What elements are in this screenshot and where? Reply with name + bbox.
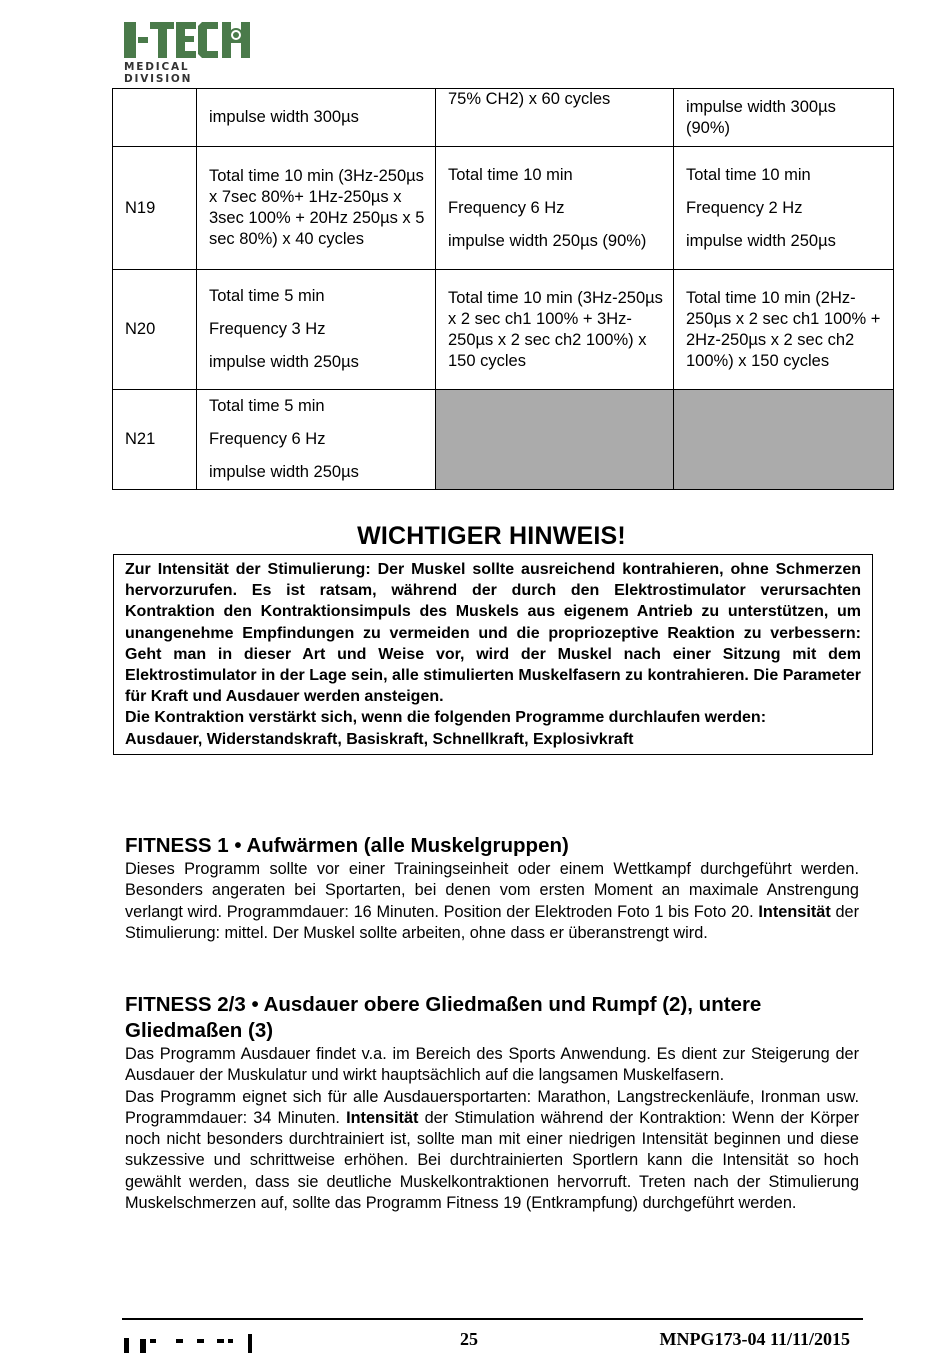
fitness-1-section — [125, 833, 859, 944]
parameter-line: Total time 10 min — [448, 165, 573, 184]
parameter-line: impulse width 250µs — [209, 463, 359, 481]
parameter-cell — [674, 89, 894, 147]
parameter-line: Frequency 2 Hz — [686, 198, 803, 217]
program-id-cell: N19 — [113, 147, 197, 270]
notice-paragraph-2: Die Kontraktion verstärkt sich, wenn die folgenden Programme durchlaufen werden: — [125, 709, 767, 727]
fitness-1-text-a: Dieses Programm sollte vor einer Trainingseinheit oder einem Wettkampf durchgeführt werden. Besonders angeraten bei Sportarten, bei denen vom ersten Moment an maximale Anstrengung verlangt wird. Programmdauer: 16 Minuten. Position der Elektroden Foto 1 bis Foto 20. — [125, 860, 859, 921]
parameter-line: 75% CH2) x 60 cycles — [448, 90, 611, 108]
parameter-line: Total time 10 min — [686, 165, 811, 184]
program-parameters-table — [112, 88, 894, 490]
parameter-line: Total time 10 min (3Hz-250µs x 2 sec ch1 100% + 3Hz-250µs x 2 sec ch2 100%) x 150 cycles — [448, 288, 663, 370]
table-row — [113, 390, 894, 490]
table-row — [113, 89, 894, 147]
program-id-cell: N21 — [113, 390, 197, 490]
parameter-line: Frequency 3 Hz — [209, 320, 326, 338]
parameter-line: Total time 5 min — [209, 287, 325, 305]
parameter-cell — [674, 147, 894, 270]
parameter-cell — [197, 147, 436, 270]
fitness-1-text — [125, 859, 859, 944]
fitness-2-3-text-b: der Stimulation während der Kontraktion: Wenn der Körper noch nicht besonders durchtrainiert ist, sollte man mit einer niedrigen Intensität beginnen und diese sukzessive und schrittweise erhöhen. Bei durchtrainierten Sportlern kann die Intensität so hoch gewählt werden, dass sie deutliche Muskelkontraktionen hervorruft. Treten nach der Stimulierung Muskelschmerzen auf, sollte das Programm Fitness 19 (Entkrampfung) durchgeführt werden. — [125, 1108, 859, 1213]
parameter-line: Total time 10 min (2Hz-250µs x 2 sec ch1 100% + 2Hz-250µs x 2 sec ch2 100%) x 150 cycles — [686, 288, 881, 370]
parameter-cell — [197, 270, 436, 390]
parameter-cell — [197, 89, 436, 147]
parameter-cell — [436, 89, 674, 147]
empty-cell — [674, 390, 894, 490]
parameter-cell — [674, 270, 894, 390]
notice-paragraph-1: Zur Intensität der Stimulierung: Der Muskel sollte ausreichend kontrahieren, ohne Schmerzen hervorzurufen. Es ist ratsam, während der durch den Elektrostimulator verursachten Kontraktion den Kontraktionsimpuls des Muskels aus eigenem Antrieb zu unterstützen, um unangenehme Empfindungen zu vermeiden und die propriozeptive Reaktion zu verbessern: Geht man in dieser Art und Weise vor, wird der Muskel nach einer Sitzung mit dem Elektrostimulator in der Lage sein, alle stimulierten Muskelfasern zu kontrahieren. Die Parameter für Kraft und Ausdauer werden ansteigen. — [125, 561, 861, 706]
parameter-cell — [436, 270, 674, 390]
fitness-1-bold: Intensität — [758, 902, 831, 921]
parameter-line: impulse width 300µs — [209, 108, 359, 126]
page-number: 25 — [460, 1329, 478, 1349]
parameter-line: impulse width 250µs — [209, 353, 359, 371]
parameter-line: impulse width 250µs — [686, 231, 836, 250]
footer-divider — [122, 1318, 863, 1320]
table-row — [113, 147, 894, 270]
notice-title: WICHTIGER HINWEIS! — [357, 522, 626, 550]
fitness-2-3-paragraph-2 — [125, 1087, 859, 1215]
program-id-cell — [113, 89, 197, 147]
notice-paragraph-3: Ausdauer, Widerstandskraft, Basiskraft, Schnellkraft, Explosivkraft — [125, 730, 634, 748]
document-code: MNPG173-04 11/11/2015 — [659, 1329, 850, 1349]
parameter-line: Total time 10 min (3Hz-250µs x 7sec 80%+ 1Hz-250µs x 3sec 100% + 20Hz 250µs x 5 sec 80%) x 40 cycles — [209, 167, 425, 248]
parameter-line: impulse width 250µs (90%) — [448, 231, 647, 250]
fitness-2-3-paragraph-1: Das Programm Ausdauer findet v.a. im Bereich des Sports Anwendung. Es dient zur Steigerung der Ausdauer der Muskulatur und wirkt hauptsächlich auf die langsamen Muskelfasern. — [125, 1045, 859, 1085]
parameter-line: Frequency 6 Hz — [448, 198, 565, 217]
fitness-2-3-text-a: Das Programm eignet sich für alle Ausdauersportarten: Marathon, Langstreckenläufe, Ironman usw. Programmdauer: 34 Minuten. — [125, 1087, 859, 1127]
fitness-2-3-heading: FITNESS 2/3 • Ausdauer obere Gliedmaßen und Rumpf (2), untere Gliedmaßen (3) — [125, 993, 762, 1042]
footer-logo-icon — [124, 1330, 254, 1353]
parameter-cell — [436, 147, 674, 270]
empty-cell — [436, 390, 674, 490]
logo-subtitle: MEDICAL DIVISION — [124, 61, 193, 85]
table-row — [113, 270, 894, 390]
parameter-cell — [197, 390, 436, 490]
fitness-2-3-bold: Intensität — [346, 1108, 419, 1127]
notice-box — [113, 554, 873, 755]
parameter-line: impulse width 300µs (90%) — [686, 97, 836, 137]
fitness-1-text-b: der Stimulierung: mittel. Der Muskel sollte arbeiten, ohne dass er überanstrengt wird. — [125, 902, 860, 942]
program-id-cell: N20 — [113, 270, 197, 390]
parameter-line: Total time 5 min — [209, 397, 325, 415]
fitness-2-3-section — [125, 992, 859, 1214]
company-logo — [124, 18, 254, 85]
fitness-1-heading: FITNESS 1 • Aufwärmen (alle Muskelgruppen) — [125, 834, 569, 857]
parameter-line: Frequency 6 Hz — [209, 430, 326, 448]
